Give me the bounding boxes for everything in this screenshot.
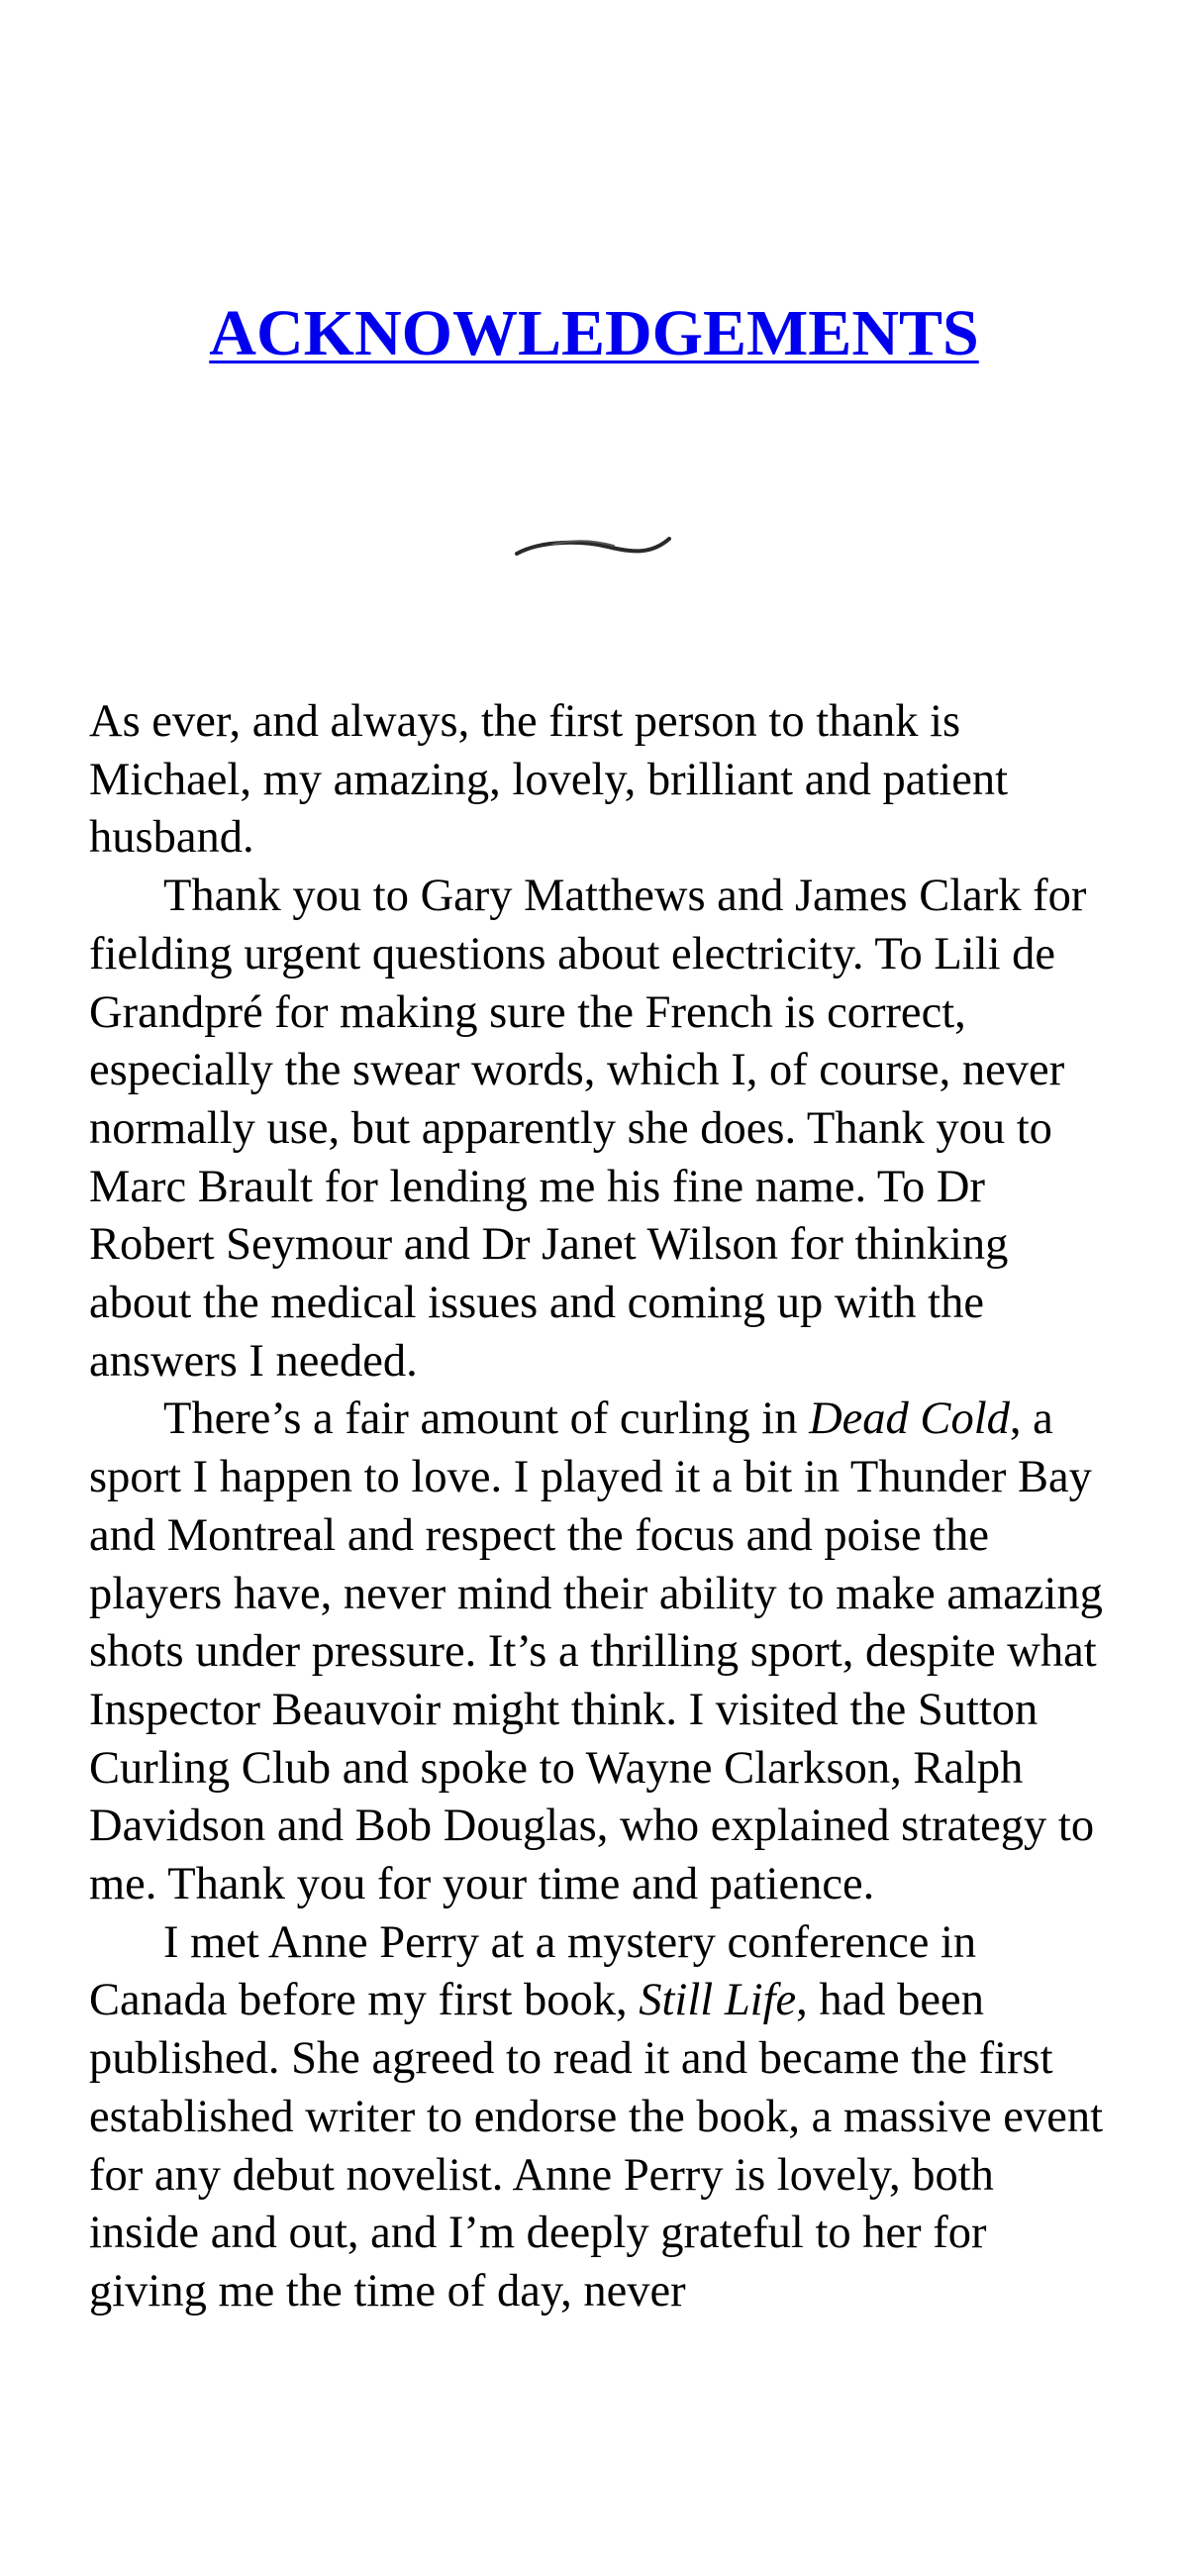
chapter-title (0, 289, 1188, 378)
paragraph-3-end: , a sport I happen to love. I played it a bit in Thunder Bay and Montreal and respect the focus and poise the players have, never mind their ability to make amazing shots under pressure. It’s a thrilling sport, despite what Inspector Beauvoir might think. I visited the Sutton Curling Club and spoke to Wayne Clarkson, Ralph Davidson and Bob Douglas, who explained strategy to me. Thank you for your time and patience. (89, 1393, 1103, 1910)
paragraph-4 (89, 1914, 1109, 2321)
swash-divider-icon (513, 527, 675, 567)
book-title-dead-cold: Dead Cold (809, 1393, 1010, 1445)
paragraph-4-end: , had been published. She agreed to read it and became the first established writer to endorse the book, a massive event for any debut novelist. Anne Perry is lovely, both inside and out, and I’m deeply grateful to her for giving me the time of day, never (89, 1975, 1103, 2317)
paragraph-2: Thank you to Gary Matthews and James Clark for fielding urgent questions about electricity. To Lili de Grandpré for making sure the French is correct, especially the swear words, which I, of course, never normally use, but apparently she does. Thank you to Marc Brault for lending me his fine name. To Dr Robert Seymour and Dr Janet Wilson for thinking about the medical issues and coming up with the answers I needed. (89, 871, 1087, 1387)
paragraph-1: As ever, and always, the first person to thank is Michael, my amazing, lovely, brilliant and patient husband. (89, 696, 1009, 864)
chapter-title-link[interactable]: ACKNOWLEDGEMENTS (209, 297, 979, 369)
acknowledgements-body (89, 693, 1109, 2321)
paragraph-3 (89, 1391, 1109, 1913)
paragraph-4-start: I met Anne Perry at a mystery conference in Canada before my first book, (89, 1916, 977, 2026)
book-title-still-life: Still Life (639, 1975, 797, 2026)
paragraph-3-start: There’s a fair amount of curling in (163, 1393, 810, 1445)
